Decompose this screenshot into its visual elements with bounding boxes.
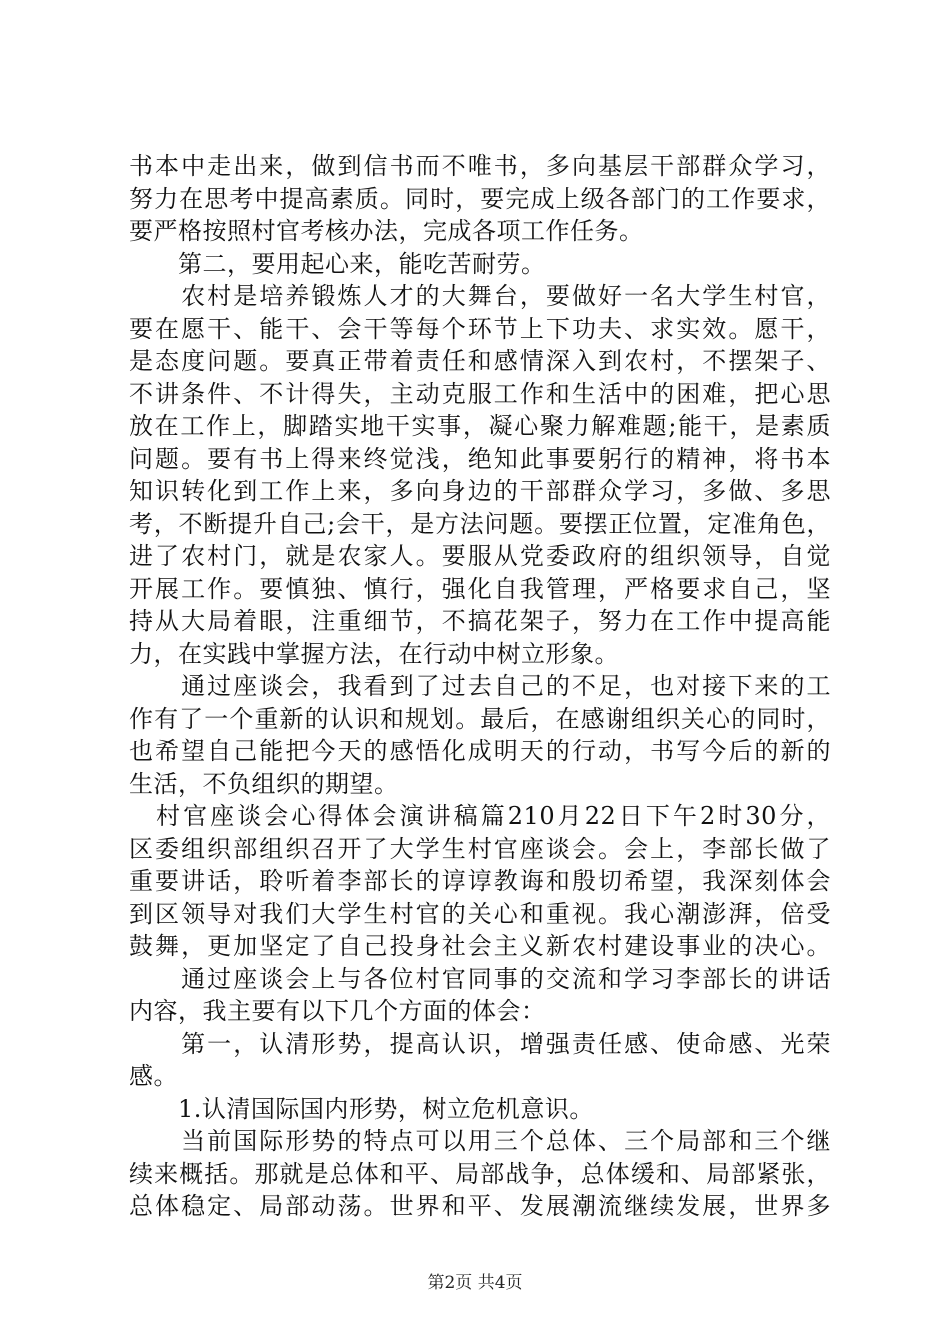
- text-line: 1.认清国际国内形势，树立危机意识。: [129, 1094, 594, 1123]
- text-line: 考，不断提升自己;会干，是方法问题。要摆正位置，定准角色，: [129, 509, 831, 538]
- text-line: 持从大局着眼，注重细节，不搞花架子，努力在工作中提高能: [129, 607, 831, 635]
- text-line: 通过座谈会，我看到了过去自己的不足，也对接下来的工: [129, 672, 831, 700]
- text-line: 第二，要用起心来，能吃苦耐劳。: [129, 249, 546, 278]
- text-line: 放在工作上，脚踏实地干实事，凝心聚力解难题;能干，是素质: [129, 412, 831, 440]
- text-line: 进了农村门，就是农家人。要服从党委政府的组织领导，自觉: [129, 542, 831, 570]
- text-line: 不讲条件、不计得失，主动克服工作和生活中的困难，把心思: [129, 379, 831, 408]
- text-line: 区委组织部组织召开了大学生村官座谈会。会上，李部长做了: [129, 834, 831, 863]
- text-line: 第一，认清形势，提高认识，增强责任感、使命感、光荣: [129, 1029, 831, 1058]
- text-line: 生活，不负组织的期望。: [129, 769, 399, 798]
- text-line: 努力在思考中提高素质。同时，要完成上级各部门的工作要求，: [129, 184, 831, 213]
- text-line: 开展工作。要慎独、慎行，强化自我管理，严格要求自己，坚: [129, 574, 831, 603]
- text-line: 当前国际形势的特点可以用三个总体、三个局部和三个继: [129, 1127, 831, 1155]
- text-line: 力，在实践中掌握方法，在行动中树立形象。: [129, 639, 619, 668]
- text-line: 书本中走出来，做到信书而不唯书，多向基层干部群众学习，: [129, 152, 831, 180]
- text-line: 通过座谈会上与各位村官同事的交流和学习李部长的讲话: [129, 964, 831, 993]
- text-line: 续来概括。那就是总体和平、局部战争，总体缓和、局部紧张，: [129, 1159, 831, 1188]
- text-line: 鼓舞，更加坚定了自己投身社会主义新农村建设事业的决心。: [129, 932, 831, 960]
- text-line: 农村是培养锻炼人才的大舞台，要做好一名大学生村官，: [129, 282, 831, 310]
- text-line: 到区领导对我们大学生村官的关心和重视。我心潮澎湃，倍受: [129, 899, 831, 928]
- text-line: 问题。要有书上得来终觉浅，绝知此事要躬行的精神，将书本: [129, 444, 831, 473]
- text-line: 作有了一个重新的认识和规划。最后，在感谢组织关心的同时，: [129, 704, 831, 733]
- text-line: 内容，我主要有以下几个方面的体会：: [129, 997, 546, 1025]
- text-line: 重要讲话，聆听着李部长的谆谆教诲和殷切希望，我深刻体会: [129, 867, 831, 895]
- text-line: 总体稳定、局部动荡。世界和平、发展潮流继续发展，世界多: [129, 1192, 831, 1220]
- document-body: [129, 150, 831, 1223]
- text-line: 感。: [129, 1062, 178, 1090]
- text-line: 要在愿干、能干、会干等每个环节上下功夫、求实效。愿干，: [129, 314, 831, 343]
- text-line: 也希望自己能把今天的感悟化成明天的行动，书写今后的新的: [129, 737, 831, 765]
- text-line: 是态度问题。要真正带着责任和感情深入到农村，不摆架子、: [129, 347, 831, 375]
- text-line: 村官座谈会心得体会演讲稿篇210月22日下午2时30分，: [129, 802, 831, 830]
- text-line: 要严格按照村官考核办法，完成各项工作任务。: [129, 217, 644, 245]
- page-footer: 第2页 共4页: [427, 1273, 523, 1293]
- text-line: 知识转化到工作上来，多向身边的干部群众学习，多做、多思: [129, 477, 831, 505]
